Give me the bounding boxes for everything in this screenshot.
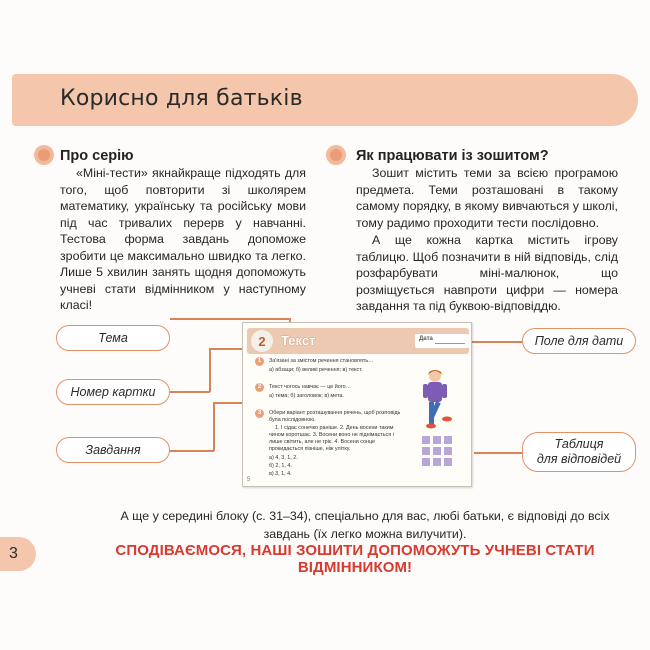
task-question: Обери варіант розташування речень, щоб розповідь була послідовною. bbox=[269, 410, 401, 423]
header-banner bbox=[12, 74, 638, 126]
callout-answer-table bbox=[522, 432, 636, 472]
footnote: А ще у середині блоку (с. 31–34), спеціально для вас, любі батьки, є відповіді до всіх завдань (їх легко можна вилучити). bbox=[120, 509, 610, 541]
section-body-about bbox=[60, 165, 306, 315]
connector-line bbox=[170, 318, 290, 320]
connector-line bbox=[213, 402, 215, 451]
answer-cell bbox=[443, 435, 453, 445]
card-header bbox=[247, 328, 469, 354]
task-question: Текст чогось навчає — це його… bbox=[269, 384, 352, 390]
callout-answer-table-line1: Таблиця bbox=[554, 437, 604, 451]
sample-card bbox=[242, 322, 472, 487]
callout-topic: Тема bbox=[56, 325, 170, 351]
answer-cell bbox=[432, 446, 442, 456]
callout-tasks: Завдання bbox=[56, 437, 170, 463]
connector-line bbox=[168, 450, 214, 452]
task-number: 2 bbox=[255, 383, 264, 392]
task-options: а) абзаци; б) великі речення; в) текст. bbox=[269, 367, 363, 373]
answer-cell bbox=[432, 435, 442, 445]
task-option: б) 2, 1, 4. bbox=[269, 463, 292, 469]
task-text: 1. І сідає сонечко раніше. 2. День восени таким чином коротшає. 3. Восени воно не піднімається і лише світить, але не гріє. 4. Восени сонце прокидається пізніше, ніж улітку. bbox=[269, 425, 394, 452]
callout-card-number: Номер картки bbox=[56, 379, 170, 405]
card-page-number: 5 bbox=[247, 477, 251, 483]
paragraph: А ще кожна картка містить ігрову таблицю. Щоб позначити в ній відповідь, слід розфарбувати міні-малюнок, що розміщується навпроти цифри — номера завдання та під буквою-відповіддю. bbox=[356, 233, 618, 313]
card-date-field: Дата bbox=[415, 334, 469, 348]
section-body-howto bbox=[356, 165, 618, 316]
answer-cell bbox=[443, 457, 453, 467]
task-question: За'язані за змістом речення становлять… bbox=[269, 358, 374, 364]
task-number: 3 bbox=[255, 409, 264, 418]
page-title: Корисно для батьків bbox=[60, 86, 303, 111]
callout-date-field: Поле для дати bbox=[522, 328, 636, 354]
paragraph: Зошит містить теми за всією програмою предмета. Теми розташовані в такому самому порядку, в якому вивчаються у школі, тому радимо проходити тести послідовно. bbox=[356, 166, 618, 230]
answer-cell bbox=[421, 446, 431, 456]
answer-grid bbox=[421, 435, 457, 471]
page-number: 3 bbox=[0, 537, 36, 571]
task-option: а) 4, 3, 1, 2. bbox=[269, 455, 298, 461]
slogan: СПОДІВАЄМОСЯ, НАШІ ЗОШИТИ ДОПОМОЖУТЬ УЧНЕВІ СТАТИ ВІДМІННИКОМ! bbox=[115, 542, 595, 576]
callout-answer-table-line2: для відповідей bbox=[536, 452, 622, 466]
connector-line bbox=[474, 452, 522, 454]
answer-cell bbox=[432, 457, 442, 467]
section-title-howto: Як працювати із зошитом? bbox=[356, 148, 549, 164]
answer-cell bbox=[421, 435, 431, 445]
paragraph: «Міні-тести» якнайкраще підходять для того, щоб повторити зі школярем математику, українську та російську мови під час тривалих перерв у навчанні. Тестова форма завдань допоможе зробити це максимально швидко та легко. Лише 5 хвилин занять щодня допоможуть учневі стати відмінником у наступному класі! bbox=[60, 166, 306, 312]
section-title-about: Про серію bbox=[60, 148, 134, 164]
task-number: 1 bbox=[255, 357, 264, 366]
task-options: а) тема; б) заголовок; в) мета. bbox=[269, 393, 344, 399]
answer-cell bbox=[421, 457, 431, 467]
section-bullet-icon bbox=[326, 145, 346, 165]
card-topic: Текст bbox=[281, 333, 316, 348]
task-option: в) 3, 1, 4. bbox=[269, 471, 292, 477]
connector-line bbox=[209, 348, 211, 392]
section-bullet-icon bbox=[34, 145, 54, 165]
connector-line bbox=[466, 341, 522, 343]
boy-illustration bbox=[415, 367, 455, 437]
connector-line bbox=[168, 391, 210, 393]
answer-cell bbox=[443, 446, 453, 456]
card-number-badge: 2 bbox=[251, 330, 273, 352]
card-task bbox=[255, 409, 415, 479]
